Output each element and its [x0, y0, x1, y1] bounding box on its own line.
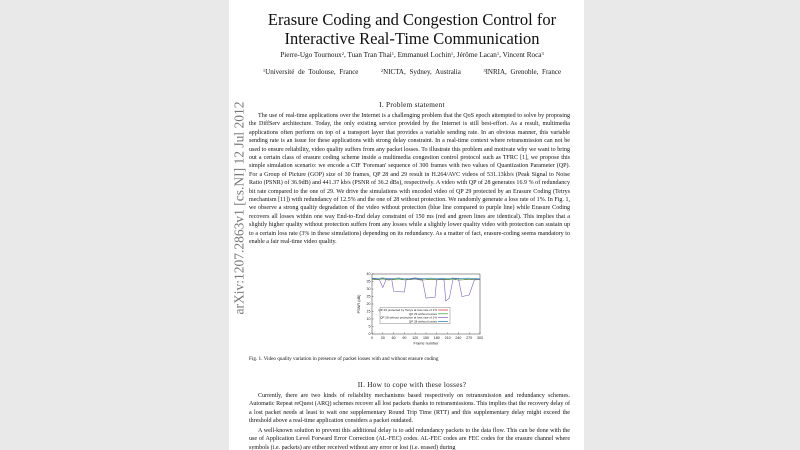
- legend-entry: QP 29 protected by Tetrys at loss rate of 1%: [378, 308, 437, 312]
- x-axis-label: Frame number: [413, 341, 439, 346]
- legend-entry: QP 28 without losses: [408, 319, 437, 324]
- author: Jérôme Lacan$^1$: [456, 51, 500, 59]
- y-tick-label: 20: [366, 302, 371, 307]
- x-tick-label: 150: [423, 336, 429, 340]
- x-tick-label: 0: [371, 336, 373, 340]
- author-list: Pierre-Ugo Tournoux$^2$, Tuan Tran Thai$^1$, Emmanuel Lochin$^1$, Jérôme Lacan$^1$, Vincent Roca$^3$: [280, 51, 544, 59]
- x-tick-label: 270: [466, 336, 473, 340]
- y-tick-label: 40: [366, 272, 371, 277]
- legend-entry: QP 29 without losses: [408, 311, 437, 316]
- affiliation: $^2$NICTA, Sydney, Australia: [380, 68, 461, 76]
- affiliation: $^3$INRIA, Grenoble, France: [483, 68, 562, 76]
- section-1-body: The use of real-time applications over the Internet is a challenging problem that the QoS epoch attempted to solve by proposing the DiffServ architecture. Today, the only existing service provided by the Internet is still best-effort. As a result, multimedia applications often perform on top of a transport layer that provides a variable sending rate. In an obvious manner, this variable sending rate is an issue for these applications with strong delay constraint. In a real-time context where retransmission can not be used to ensure reliability, video quality suffers from any packet losses. To illustrate this problem and motivate why we want to bring out a certain class of erasure coding scheme inside a multimedia congestion control protocol such as TFRC [1], we propose this simple simulation scenario: we encode a CIF 'Foreman' sequence of 300 frames with two values of Quantization Parameter (QP). For a Group of Picture (GOP) size of 30 frames, QP 28 and 29 result in H.264/AVC videos of 531.13kb/s (Peak Signal to Noise Ratio (PSNR) of 36.9dB) and 441.37 kb/s (PSNR of 36.2 dBs), respectively. A video with QP of 28 generates 16.9 % of redundancy bit rate compared to the one of 29. We drive the simulations with encoded video of QP 29 protected by an Erasure Coding (Tetrys mechanism [11]) with redundancy of 12.5% and the one of 28 without protection. We randomly generate a loss rate of 1%. In Fig. 1, we observe a strong quality degradation of the video without protection (blue line compared to purple line) while Erasure Coding recovers all losses within one way End-to-End delay constraint of 150 ms (red and green lines are identical). This implies that a slightly higher quality without protection suffers from any losses while a slightly lower quality video with protection can sustain up to a certain loss rate (3% in these simulations) depending on its redundancy. As a matter of fact, erasure-coding seems mandatory to enable a fair real-time video quality.: [249, 113, 570, 246]
- section-heading-1: I. Problem statement: [379, 101, 445, 109]
- y-tick-label: 25: [366, 294, 371, 299]
- figure-caption: Fig. 1. Video quality variation in presence of packet losses with and without erasure coding: [249, 356, 439, 362]
- paper-page: [229, 0, 584, 450]
- x-tick-label: 90: [402, 336, 407, 340]
- affiliation: $^1$Université de Toulouse, France: [262, 68, 359, 76]
- y-tick-label: 0: [368, 332, 371, 337]
- legend-entry: QP 28 without protection at loss rate of 1%: [380, 315, 437, 320]
- x-tick-label: 60: [391, 336, 396, 340]
- y-tick-label: 30: [366, 287, 371, 292]
- x-tick-label: 240: [455, 336, 462, 340]
- section-2-body-2: A well-known solution to prevent this additional delay is to add redundancy packets to the data flow. This can be done with the use of Application Level Forward Error Correction (AL-FEC) codes. AL-FEC codes are FEC codes for the erasure channel where symbols (i.e. packets) are either received without any error or lost (i.e. erased) during: [249, 428, 570, 450]
- y-tick-label: 10: [366, 317, 371, 322]
- author: Tuan Tran Thai$^1$: [347, 51, 395, 59]
- plot-frame: [372, 274, 480, 334]
- paper-title: Erasure Coding and Congestion Control for Interactive Real-Time Communication: [267, 10, 557, 48]
- y-axis-label: PSNR (dB): [357, 294, 361, 314]
- x-tick-label: 300: [477, 336, 483, 340]
- x-tick-label: 210: [444, 336, 451, 340]
- y-tick-label: 35: [366, 279, 371, 284]
- author: Vincent Roca$^3$: [502, 51, 544, 59]
- arxiv-stamp: [229, 0, 247, 450]
- author: Emmanuel Lochin$^1$: [397, 51, 454, 59]
- affiliation-list: [253, 68, 571, 76]
- author: Pierre-Ugo Tournoux$^2$: [280, 51, 344, 59]
- x-tick-label: 120: [412, 336, 419, 340]
- arxiv-identifier: arXiv:1207.2863v1 [cs.NI] 12 Jul 2012: [231, 101, 247, 315]
- psnr-chart: [352, 271, 487, 346]
- section-heading-2: II. How to cope with these losses?: [357, 381, 467, 389]
- y-tick-label: 15: [366, 309, 371, 314]
- x-tick-label: 30: [380, 336, 385, 340]
- y-tick-label: 5: [368, 324, 371, 329]
- section-2-body-1: Currently, there are two kinds of reliability mechanisms based respectively on retransmission and redundancy schemes. Automatic Repeat reQuest (ARQ) schemes recover all lost packets thanks to retransmissions. This implies that the recovery delay of a lost packet needs at least to wait one supplementary Round Trip Time (RTT) and this supplementary delay might exceed the threshold above a real-time application considers a packet outdated.: [249, 393, 570, 425]
- x-tick-label: 180: [433, 336, 440, 340]
